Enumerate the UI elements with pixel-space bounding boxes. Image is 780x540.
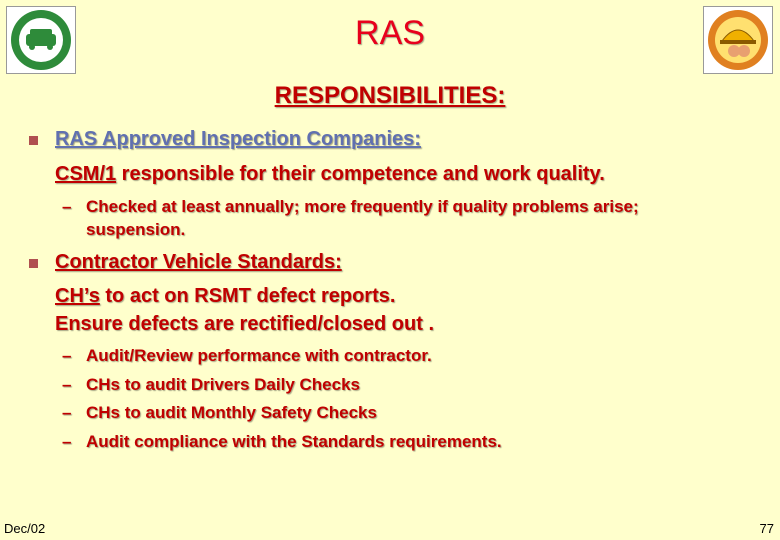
section2-sub-item: Audit/Review performance with contractor. — [86, 346, 432, 365]
bullet-icon — [29, 259, 38, 268]
page-subtitle: RESPONSIBILITIES: — [274, 82, 506, 109]
section2-sub-item: CHs to audit Monthly Safety Checks — [86, 403, 377, 422]
section2-line2 — [55, 285, 395, 308]
page-number: 77 — [759, 521, 774, 536]
section1-sub-item: suspension. — [86, 220, 186, 239]
section2-line3: Ensure defects are rectified/closed out . — [55, 313, 435, 335]
dash-marker: – — [62, 375, 72, 394]
section1-sub-item: Checked at least annually; more frequently if quality problems arise; — [86, 197, 639, 216]
section2-line2-rest: to act on RSMT defect reports. — [99, 285, 396, 307]
dash-marker: – — [62, 432, 72, 451]
section2-heading: Contractor Vehicle Standards: — [55, 251, 342, 273]
section2-line2-underlined: CH’s — [55, 285, 100, 307]
page-title: RAS — [355, 14, 425, 52]
footer-date: Dec/02 — [4, 521, 46, 536]
section2-sub-item: CHs to audit Drivers Daily Checks — [86, 375, 360, 394]
section2-sub-item: Audit compliance with the Standards requirements. — [86, 432, 502, 451]
dash-marker: – — [62, 197, 72, 216]
section1-line-underlined: CSM/1 — [55, 163, 117, 185]
section1-line-rest: responsible for their competence and work quality. — [116, 163, 605, 185]
bullet-icon — [29, 136, 38, 145]
dash-marker: – — [62, 403, 72, 422]
section1-line — [55, 163, 605, 186]
dash-marker: – — [62, 346, 72, 365]
section1-heading[interactable]: RAS Approved Inspection Companies: — [55, 128, 421, 150]
